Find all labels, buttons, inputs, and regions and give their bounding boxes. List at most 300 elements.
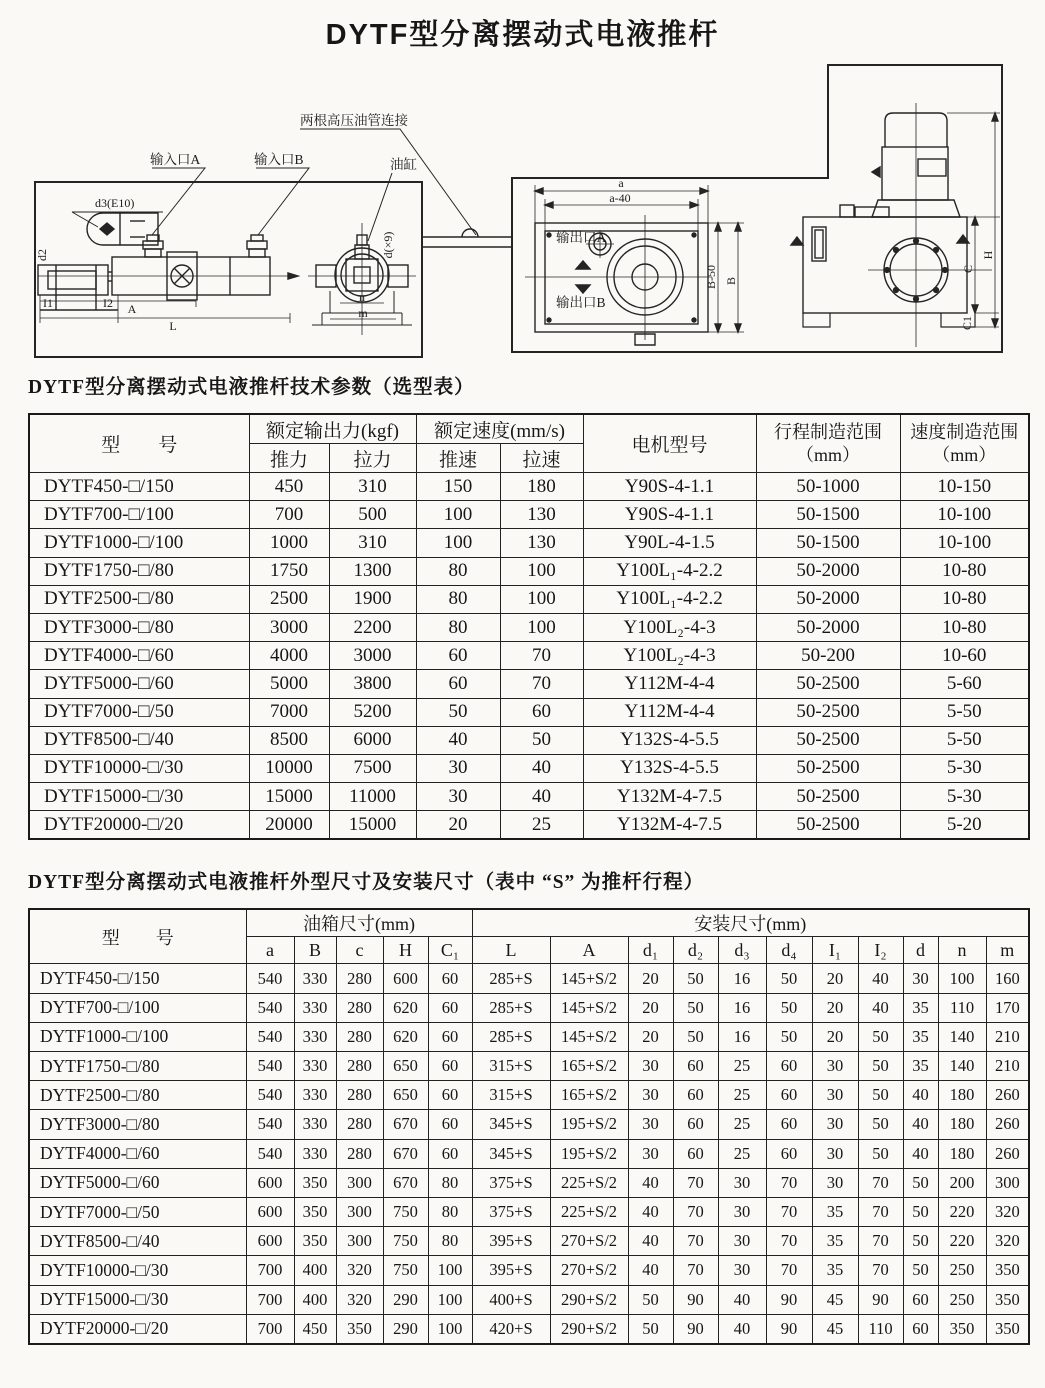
value-cell: 700 bbox=[249, 501, 329, 529]
value-cell: 395+S bbox=[472, 1227, 550, 1256]
value-cell: 70 bbox=[766, 1256, 812, 1285]
value-cell: 100 bbox=[416, 501, 500, 529]
value-cell: Y112M-4-4 bbox=[583, 698, 756, 726]
value-cell: 50 bbox=[858, 1081, 903, 1110]
model-cell: DYTF1750-□/80 bbox=[29, 557, 249, 585]
value-cell: 650 bbox=[383, 1052, 428, 1081]
value-cell: 330 bbox=[294, 1022, 336, 1051]
value-cell: 50 bbox=[673, 993, 718, 1022]
value-cell: 30 bbox=[812, 1139, 858, 1168]
value-cell: 60 bbox=[416, 670, 500, 698]
value-cell: 16 bbox=[718, 1022, 766, 1051]
value-cell: 50 bbox=[903, 1256, 938, 1285]
value-cell: 290 bbox=[383, 1314, 428, 1344]
value-cell: 130 bbox=[500, 529, 583, 557]
value-cell: 30 bbox=[628, 1110, 673, 1139]
col-header-10: d₄ bbox=[766, 937, 812, 964]
model-cell: DYTF8500-□/40 bbox=[29, 726, 249, 754]
value-cell: 100 bbox=[416, 529, 500, 557]
value-cell: 30 bbox=[812, 1168, 858, 1197]
label-dim-a-small: A bbox=[127, 302, 137, 316]
value-cell: 15000 bbox=[329, 811, 416, 840]
value-cell: 140 bbox=[938, 1052, 986, 1081]
value-cell: 60 bbox=[428, 964, 472, 993]
col-header-model: 型 号 bbox=[29, 414, 249, 473]
value-cell: 300 bbox=[336, 1197, 383, 1226]
value-cell: 330 bbox=[294, 993, 336, 1022]
value-cell: 30 bbox=[812, 1081, 858, 1110]
value-cell: 5-30 bbox=[900, 754, 1029, 782]
table-row bbox=[29, 726, 1029, 754]
value-cell: Y100L₁-4-2.2 bbox=[583, 557, 756, 585]
value-cell: 5000 bbox=[249, 670, 329, 698]
label-dim-b: B bbox=[724, 276, 738, 286]
value-cell: 60 bbox=[766, 1110, 812, 1139]
value-cell: 100 bbox=[428, 1285, 472, 1314]
value-cell: 300 bbox=[986, 1168, 1029, 1197]
value-cell: 3800 bbox=[329, 670, 416, 698]
value-cell: 70 bbox=[673, 1168, 718, 1197]
table-row bbox=[29, 1052, 1029, 1081]
value-cell: 40 bbox=[903, 1081, 938, 1110]
value-cell: 350 bbox=[986, 1285, 1029, 1314]
value-cell: 310 bbox=[329, 473, 416, 501]
model-cell: DYTF20000-□/20 bbox=[29, 811, 249, 840]
value-cell: 700 bbox=[246, 1285, 294, 1314]
value-cell: 40 bbox=[416, 726, 500, 754]
value-cell: Y132S-4-5.5 bbox=[583, 726, 756, 754]
col-header-pull-force: 拉力 bbox=[329, 444, 416, 473]
label-output-a: 输出口A bbox=[556, 230, 607, 245]
value-cell: 40 bbox=[858, 993, 903, 1022]
value-cell: 345+S bbox=[472, 1110, 550, 1139]
label-dim-l: L bbox=[169, 319, 177, 333]
value-cell: 6000 bbox=[329, 726, 416, 754]
value-cell: 300 bbox=[336, 1168, 383, 1197]
value-cell: 350 bbox=[986, 1256, 1029, 1285]
value-cell: 70 bbox=[858, 1197, 903, 1226]
spec-table bbox=[28, 413, 1030, 840]
value-cell: 330 bbox=[294, 1110, 336, 1139]
value-cell: 1300 bbox=[329, 557, 416, 585]
table-row bbox=[29, 811, 1029, 840]
value-cell: 130 bbox=[500, 501, 583, 529]
value-cell: 5-50 bbox=[900, 726, 1029, 754]
value-cell: 375+S bbox=[472, 1168, 550, 1197]
value-cell: 30 bbox=[416, 783, 500, 811]
stroke-range-line1: 行程制造范围 bbox=[774, 422, 883, 442]
value-cell: 50 bbox=[628, 1285, 673, 1314]
value-cell: 110 bbox=[938, 993, 986, 1022]
table-row bbox=[29, 783, 1029, 811]
table-row bbox=[29, 1227, 1029, 1256]
value-cell: 140 bbox=[938, 1022, 986, 1051]
value-cell: 100 bbox=[500, 585, 583, 613]
model-cell: DYTF7000-□/50 bbox=[29, 698, 249, 726]
table-row bbox=[29, 473, 1029, 501]
table-row bbox=[29, 1285, 1029, 1314]
value-cell: 195+S/2 bbox=[550, 1139, 628, 1168]
value-cell: 330 bbox=[294, 1052, 336, 1081]
value-cell: 30 bbox=[812, 1052, 858, 1081]
value-cell: 60 bbox=[766, 1081, 812, 1110]
value-cell: 60 bbox=[428, 1081, 472, 1110]
value-cell: 200 bbox=[938, 1168, 986, 1197]
value-cell: 260 bbox=[986, 1139, 1029, 1168]
col-header-stroke-range bbox=[756, 414, 900, 473]
value-cell: 670 bbox=[383, 1168, 428, 1197]
value-cell: 70 bbox=[858, 1256, 903, 1285]
value-cell: 750 bbox=[383, 1197, 428, 1226]
value-cell: 60 bbox=[428, 1052, 472, 1081]
label-dim-c: C bbox=[961, 264, 975, 274]
value-cell: 670 bbox=[383, 1139, 428, 1168]
value-cell: 300 bbox=[336, 1227, 383, 1256]
model-cell: DYTF4000-□/60 bbox=[29, 1139, 246, 1168]
value-cell: 285+S bbox=[472, 964, 550, 993]
value-cell: 180 bbox=[938, 1110, 986, 1139]
value-cell: 540 bbox=[246, 1052, 294, 1081]
value-cell: 280 bbox=[336, 1139, 383, 1168]
value-cell: 30 bbox=[903, 964, 938, 993]
value-cell: 280 bbox=[336, 993, 383, 1022]
value-cell: 165+S/2 bbox=[550, 1081, 628, 1110]
value-cell: 30 bbox=[718, 1168, 766, 1197]
label-cylinder: 油缸 bbox=[390, 157, 417, 172]
dimension-table bbox=[28, 908, 1030, 1344]
value-cell: 40 bbox=[628, 1197, 673, 1226]
value-cell: 50-1500 bbox=[756, 501, 900, 529]
value-cell: 7000 bbox=[249, 698, 329, 726]
value-cell: 50 bbox=[858, 1022, 903, 1051]
value-cell: 11000 bbox=[329, 783, 416, 811]
value-cell: 60 bbox=[903, 1314, 938, 1344]
value-cell: 60 bbox=[766, 1139, 812, 1168]
model-cell: DYTF8500-□/40 bbox=[29, 1227, 246, 1256]
value-cell: 450 bbox=[249, 473, 329, 501]
speed-range-line2: （mm） bbox=[932, 444, 997, 465]
value-cell: 3000 bbox=[329, 642, 416, 670]
value-cell: 540 bbox=[246, 1022, 294, 1051]
value-cell: 70 bbox=[766, 1197, 812, 1226]
value-cell: 315+S bbox=[472, 1052, 550, 1081]
value-cell: 170 bbox=[986, 993, 1029, 1022]
value-cell: 600 bbox=[383, 964, 428, 993]
value-cell: 16 bbox=[718, 993, 766, 1022]
value-cell: 500 bbox=[329, 501, 416, 529]
value-cell: Y90S-4-1.1 bbox=[583, 501, 756, 529]
col-header-11: I₁ bbox=[812, 937, 858, 964]
value-cell: 540 bbox=[246, 1110, 294, 1139]
value-cell: 80 bbox=[428, 1227, 472, 1256]
value-cell: 20 bbox=[628, 964, 673, 993]
value-cell: Y100L₂-4-3 bbox=[583, 642, 756, 670]
value-cell: 80 bbox=[416, 557, 500, 585]
value-cell: 10000 bbox=[249, 754, 329, 782]
value-cell: 280 bbox=[336, 1081, 383, 1110]
value-cell: 280 bbox=[336, 1022, 383, 1051]
value-cell: 220 bbox=[938, 1197, 986, 1226]
value-cell: 650 bbox=[383, 1081, 428, 1110]
drawing-svg bbox=[0, 55, 1045, 363]
value-cell: 540 bbox=[246, 1081, 294, 1110]
technical-drawing bbox=[0, 55, 1045, 363]
value-cell: 5200 bbox=[329, 698, 416, 726]
table-row bbox=[29, 1139, 1029, 1168]
model-cell: DYTF1000-□/100 bbox=[29, 529, 249, 557]
value-cell: 5-50 bbox=[900, 698, 1029, 726]
value-cell: 20 bbox=[628, 1022, 673, 1051]
value-cell: 260 bbox=[986, 1081, 1029, 1110]
value-cell: 40 bbox=[903, 1110, 938, 1139]
label-dim-a40: a-40 bbox=[609, 191, 631, 205]
value-cell: 90 bbox=[673, 1314, 718, 1344]
value-cell: 50 bbox=[903, 1197, 938, 1226]
value-cell: 25 bbox=[718, 1052, 766, 1081]
value-cell: 100 bbox=[428, 1256, 472, 1285]
header-row-1 bbox=[29, 909, 1029, 937]
table-row bbox=[29, 1022, 1029, 1051]
model-cell: DYTF10000-□/30 bbox=[29, 754, 249, 782]
value-cell: 350 bbox=[336, 1314, 383, 1344]
value-cell: 225+S/2 bbox=[550, 1168, 628, 1197]
value-cell: 100 bbox=[938, 964, 986, 993]
value-cell: 330 bbox=[294, 964, 336, 993]
section1-heading: DYTF型分离摆动式电液推杆技术参数（选型表） bbox=[28, 377, 475, 398]
value-cell: 50-2500 bbox=[756, 726, 900, 754]
value-cell: 320 bbox=[336, 1256, 383, 1285]
value-cell: 280 bbox=[336, 1052, 383, 1081]
model-cell: DYTF5000-□/60 bbox=[29, 670, 249, 698]
table-row bbox=[29, 1314, 1029, 1344]
model-cell: DYTF4000-□/60 bbox=[29, 642, 249, 670]
value-cell: 270+S/2 bbox=[550, 1256, 628, 1285]
value-cell: 4000 bbox=[249, 642, 329, 670]
value-cell: 600 bbox=[246, 1168, 294, 1197]
value-cell: 60 bbox=[428, 993, 472, 1022]
col-header-14: n bbox=[938, 937, 986, 964]
col-header-6: A bbox=[550, 937, 628, 964]
col-header-pull-speed: 拉速 bbox=[500, 444, 583, 473]
value-cell: 3000 bbox=[249, 613, 329, 641]
value-cell: 80 bbox=[416, 613, 500, 641]
value-cell: 50-2500 bbox=[756, 670, 900, 698]
model-cell: DYTF700-□/100 bbox=[29, 501, 249, 529]
value-cell: 30 bbox=[628, 1052, 673, 1081]
speed-range-line1: 速度制造范围 bbox=[910, 422, 1019, 442]
value-cell: 420+S bbox=[472, 1314, 550, 1344]
label-pipe-note: 两根高压油管连接 bbox=[300, 113, 408, 128]
value-cell: 50-2500 bbox=[756, 754, 900, 782]
value-cell: 70 bbox=[673, 1256, 718, 1285]
value-cell: Y132S-4-5.5 bbox=[583, 754, 756, 782]
value-cell: 80 bbox=[428, 1197, 472, 1226]
value-cell: 70 bbox=[766, 1227, 812, 1256]
value-cell: 50 bbox=[766, 964, 812, 993]
value-cell: 70 bbox=[858, 1227, 903, 1256]
value-cell: 25 bbox=[718, 1110, 766, 1139]
table-row bbox=[29, 1197, 1029, 1226]
col-header-speed-range bbox=[900, 414, 1029, 473]
model-cell: DYTF10000-□/30 bbox=[29, 1256, 246, 1285]
value-cell: 80 bbox=[428, 1168, 472, 1197]
value-cell: 50 bbox=[858, 1052, 903, 1081]
value-cell: 45 bbox=[812, 1285, 858, 1314]
value-cell: 10-80 bbox=[900, 585, 1029, 613]
value-cell: 50 bbox=[858, 1139, 903, 1168]
value-cell: 60 bbox=[673, 1081, 718, 1110]
table-row bbox=[29, 698, 1029, 726]
model-cell: DYTF15000-□/30 bbox=[29, 783, 249, 811]
value-cell: 7500 bbox=[329, 754, 416, 782]
value-cell: 50 bbox=[766, 1022, 812, 1051]
col-header-8: d₂ bbox=[673, 937, 718, 964]
value-cell: 10-80 bbox=[900, 613, 1029, 641]
scanned-catalog-page bbox=[0, 12, 1045, 1388]
value-cell: 50 bbox=[673, 1022, 718, 1051]
value-cell: 30 bbox=[812, 1110, 858, 1139]
value-cell: 750 bbox=[383, 1256, 428, 1285]
value-cell: 195+S/2 bbox=[550, 1110, 628, 1139]
value-cell: 60 bbox=[673, 1139, 718, 1168]
value-cell: 145+S/2 bbox=[550, 964, 628, 993]
model-cell: DYTF450-□/150 bbox=[29, 473, 249, 501]
value-cell: 280 bbox=[336, 964, 383, 993]
value-cell: 280 bbox=[336, 1110, 383, 1139]
value-cell: 5-30 bbox=[900, 783, 1029, 811]
value-cell: 50 bbox=[766, 993, 812, 1022]
value-cell: Y112M-4-4 bbox=[583, 670, 756, 698]
value-cell: 50-2000 bbox=[756, 585, 900, 613]
col-header-push-force: 推力 bbox=[249, 444, 329, 473]
table-row bbox=[29, 585, 1029, 613]
value-cell: 80 bbox=[416, 585, 500, 613]
value-cell: 2200 bbox=[329, 613, 416, 641]
cylinder-box-border bbox=[35, 182, 422, 357]
label-dim-n: n bbox=[359, 290, 365, 304]
model-cell: DYTF3000-□/80 bbox=[29, 1110, 246, 1139]
value-cell: 70 bbox=[500, 642, 583, 670]
value-cell: 20000 bbox=[249, 811, 329, 840]
model-cell: DYTF5000-□/60 bbox=[29, 1168, 246, 1197]
value-cell: 620 bbox=[383, 993, 428, 1022]
value-cell: 20 bbox=[812, 1022, 858, 1051]
value-cell: 110 bbox=[858, 1314, 903, 1344]
col-header-2: c bbox=[336, 937, 383, 964]
value-cell: 180 bbox=[500, 473, 583, 501]
model-cell: DYTF15000-□/30 bbox=[29, 1285, 246, 1314]
table-row bbox=[29, 529, 1029, 557]
value-cell: 10-80 bbox=[900, 557, 1029, 585]
value-cell: 40 bbox=[628, 1256, 673, 1285]
value-cell: 620 bbox=[383, 1022, 428, 1051]
value-cell: 50-2500 bbox=[756, 811, 900, 840]
value-cell: 40 bbox=[500, 783, 583, 811]
table-row bbox=[29, 1256, 1029, 1285]
value-cell: 60 bbox=[500, 698, 583, 726]
value-cell: 100 bbox=[428, 1314, 472, 1344]
label-dim-m: m bbox=[358, 306, 368, 320]
col-header-install-group: 安装尺寸(mm) bbox=[472, 909, 1029, 937]
value-cell: 320 bbox=[986, 1197, 1029, 1226]
value-cell: 345+S bbox=[472, 1139, 550, 1168]
col-header-3: H bbox=[383, 937, 428, 964]
value-cell: 50-200 bbox=[756, 642, 900, 670]
value-cell: 60 bbox=[673, 1052, 718, 1081]
value-cell: 35 bbox=[812, 1227, 858, 1256]
value-cell: 60 bbox=[416, 642, 500, 670]
value-cell: 160 bbox=[986, 964, 1029, 993]
col-header-speed-group: 额定速度(mm/s) bbox=[416, 414, 583, 444]
value-cell: 350 bbox=[294, 1168, 336, 1197]
model-cell: DYTF1000-□/100 bbox=[29, 1022, 246, 1051]
value-cell: 320 bbox=[986, 1227, 1029, 1256]
col-header-5: L bbox=[472, 937, 550, 964]
value-cell: 30 bbox=[718, 1227, 766, 1256]
label-d3: d3(E10) bbox=[95, 196, 135, 210]
value-cell: 1750 bbox=[249, 557, 329, 585]
table-row bbox=[29, 642, 1029, 670]
col-header-1: B bbox=[294, 937, 336, 964]
value-cell: 30 bbox=[628, 1081, 673, 1110]
value-cell: 30 bbox=[416, 754, 500, 782]
value-cell: 90 bbox=[858, 1285, 903, 1314]
value-cell: 290+S/2 bbox=[550, 1285, 628, 1314]
value-cell: 70 bbox=[673, 1227, 718, 1256]
value-cell: 2500 bbox=[249, 585, 329, 613]
value-cell: 670 bbox=[383, 1110, 428, 1139]
value-cell: 40 bbox=[500, 754, 583, 782]
value-cell: 70 bbox=[673, 1197, 718, 1226]
value-cell: 16 bbox=[718, 964, 766, 993]
value-cell: 210 bbox=[986, 1052, 1029, 1081]
value-cell: 750 bbox=[383, 1227, 428, 1256]
label-dim-a: a bbox=[618, 176, 624, 190]
value-cell: 70 bbox=[766, 1168, 812, 1197]
value-cell: 145+S/2 bbox=[550, 993, 628, 1022]
value-cell: 270+S/2 bbox=[550, 1227, 628, 1256]
model-cell: DYTF700-□/100 bbox=[29, 993, 246, 1022]
col-header-push-speed: 推速 bbox=[416, 444, 500, 473]
table-row bbox=[29, 613, 1029, 641]
col-header-model: 型 号 bbox=[29, 909, 246, 964]
model-cell: DYTF3000-□/80 bbox=[29, 613, 249, 641]
value-cell: 90 bbox=[766, 1314, 812, 1344]
model-cell: DYTF1750-□/80 bbox=[29, 1052, 246, 1081]
value-cell: 25 bbox=[718, 1081, 766, 1110]
value-cell: 40 bbox=[858, 964, 903, 993]
value-cell: 50-2000 bbox=[756, 557, 900, 585]
value-cell: 285+S bbox=[472, 1022, 550, 1051]
model-cell: DYTF2500-□/80 bbox=[29, 1081, 246, 1110]
value-cell: 50 bbox=[628, 1314, 673, 1344]
value-cell: 45 bbox=[812, 1314, 858, 1344]
value-cell: 10-100 bbox=[900, 501, 1029, 529]
value-cell: 220 bbox=[938, 1227, 986, 1256]
value-cell: 35 bbox=[812, 1197, 858, 1226]
value-cell: 350 bbox=[986, 1314, 1029, 1344]
value-cell: 35 bbox=[903, 1052, 938, 1081]
value-cell: 330 bbox=[294, 1139, 336, 1168]
value-cell: Y132M-4-7.5 bbox=[583, 783, 756, 811]
value-cell: 285+S bbox=[472, 993, 550, 1022]
value-cell: 50-2500 bbox=[756, 783, 900, 811]
col-header-4: C₁ bbox=[428, 937, 472, 964]
value-cell: 60 bbox=[428, 1110, 472, 1139]
value-cell: 35 bbox=[903, 993, 938, 1022]
value-cell: 10-60 bbox=[900, 642, 1029, 670]
value-cell: 50-2500 bbox=[756, 698, 900, 726]
